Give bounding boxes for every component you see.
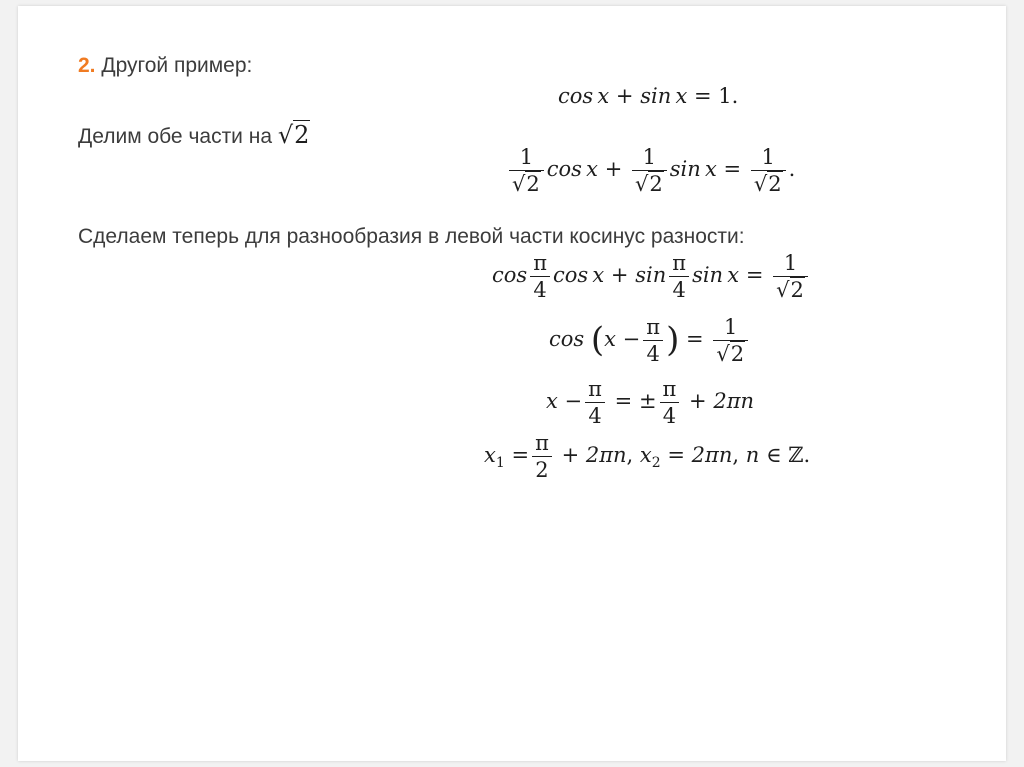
equation-4: cos (x − $\frac{\pi}{4}$ ) = $\frac{1}{√2}$	[549, 316, 751, 365]
equation-2: $\frac{1}{√2}$ cos x + $\frac{1}{√2}$ sin x = $\frac{1}{√2}$ .	[506, 146, 795, 195]
cos-difference-line: Сделаем теперь для разнообразия в левой части косинус разности:	[78, 225, 745, 248]
divide-sqrt: √2	[277, 121, 310, 149]
heading-text: Другой пример:	[95, 54, 253, 77]
content-fade	[18, 488, 1006, 518]
divide-line	[78, 123, 310, 147]
equation-5: x − $\frac{\pi}{4}$ = ± $\frac{\pi}{4}$ + 2πn	[546, 377, 755, 429]
divide-text: Делим обе части на	[78, 125, 278, 148]
equation-3: cos $\frac{\pi}{4}$ cos x + sin $\frac{\pi}{4}$ sin x = $\frac{1}{√2}$	[492, 252, 811, 301]
equation-1: cos x + sin x = 1.	[558, 84, 739, 108]
slide	[18, 6, 1006, 761]
equation-6: $x_1$ = $\frac{\pi}{2}$ + 2πn, $x_2 = 2\pi n$, n ∈ ℤ.	[484, 431, 811, 483]
heading-number: 2.	[78, 54, 96, 77]
heading	[78, 55, 252, 76]
